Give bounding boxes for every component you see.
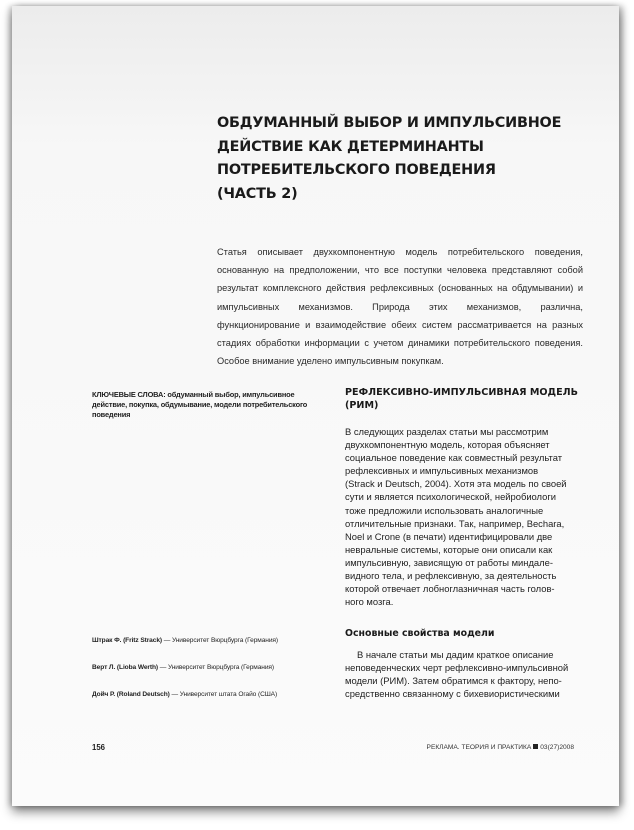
article-title [217, 112, 577, 206]
body-line: В начале статьи мы дадим краткое описание [357, 649, 554, 660]
body-line: тоже предложили использовать аналогичные [345, 504, 544, 516]
subsection-body [345, 648, 597, 700]
body-line: ного мозга. [345, 596, 394, 608]
body-line: социальное поведение как совместный результат [345, 452, 562, 464]
author-name: Дойч Р. (Roland Deutsch) [92, 691, 170, 698]
page-number: 156 [92, 743, 106, 752]
author-line [92, 664, 274, 671]
body-line: В следующих разделах статьи мы рассмотрим [345, 426, 549, 437]
author-affiliation: — Университет Вюрцбурга (Германия) [158, 664, 274, 671]
section-heading-line: РЕФЛЕКСИВНО-ИМПУЛЬСИВНАЯ МОДЕЛЬ [345, 387, 578, 398]
body-line: невральные системы, которые они описали как [345, 543, 553, 555]
keywords: КЛЮЧЕВЫЕ СЛОВА: обдуманный выбор, импульсивное действие, покупка, обдумывание, модели потребительского поведения [92, 390, 308, 419]
subsection-heading: Основные свойства модели [345, 628, 495, 639]
journal-issue: 03(27)2008 [540, 744, 574, 751]
body-line: видного тела, и рефлексивную, за деятельность [345, 570, 557, 582]
author-line [92, 691, 277, 698]
square-bullet-icon [533, 744, 538, 749]
body-line: импульсивную, зависящую от работы миндале- [345, 556, 553, 568]
body-line: средственно связанному с бихевиористическими [345, 688, 560, 700]
author-line [92, 637, 278, 644]
title-line: ДЕЙСТВИЕ КАК ДЕТЕРМИНАНТЫ [217, 138, 484, 155]
author-affiliation: — Университет штата Огайо (США) [169, 691, 278, 698]
abstract: Статья описывает двухкомпонентную модель потребительского поведения, основанную на предположении, что все поступки человека представляют собой результат комплексного действия рефлексивных (основанных на обдумывании) и импульсивных механизмов. Природа этих механизмов, различна, функционирование и взаимодействие обеих систем рассматривается на разных стадиях обработки информации с учетом динамики потребительского поведения. Особое внимание уделено импульсивным покупкам. [217, 247, 583, 367]
body-line: модели (РИМ). Затем обратимся к фактору, непо- [345, 675, 562, 687]
body-line: рефлексивных и импульсивных механизмов [345, 465, 539, 477]
body-line: отличительные признаки. Так, например, Bechara, [345, 517, 565, 529]
body-line: Noel и Crone (в печати) идентифицировали две [345, 530, 553, 542]
author-name: Верт Л. (Lioba Werth) [92, 664, 158, 671]
title-line: ПОТРЕБИТЕЛЬСКОГО ПОВЕДЕНИЯ [217, 162, 496, 178]
body-line: которой отвечает лобноглазничная часть голов- [345, 583, 555, 595]
body-line: двухкомпонентную модель, которая объясняет [345, 439, 550, 451]
body-line: (Strack и Deutsch, 2004). Хотя эта модель по своей [345, 478, 567, 490]
title-line: (ЧАСТЬ 2) [217, 185, 298, 202]
journal-name: РЕКЛАМА. ТЕОРИЯ И ПРАКТИКА [426, 744, 532, 751]
body-line: неповеденческих черт рефлексивно-импульсивной [345, 662, 569, 674]
title-line: ОБДУМАННЫЙ ВЫБОР И ИМПУЛЬСИВНОЕ [217, 115, 562, 131]
section-heading [345, 386, 595, 412]
journal-footer [427, 744, 574, 751]
section-body [345, 425, 597, 608]
section-heading-line: (РИМ) [345, 400, 379, 411]
author-name: Штрак Ф. (Fritz Strack) [92, 637, 162, 644]
document-page [12, 6, 619, 806]
body-line: сути и является психологической, нейробиологи [345, 491, 557, 503]
author-affiliation: — Университет Вюрцбурга (Германия) [161, 637, 278, 644]
